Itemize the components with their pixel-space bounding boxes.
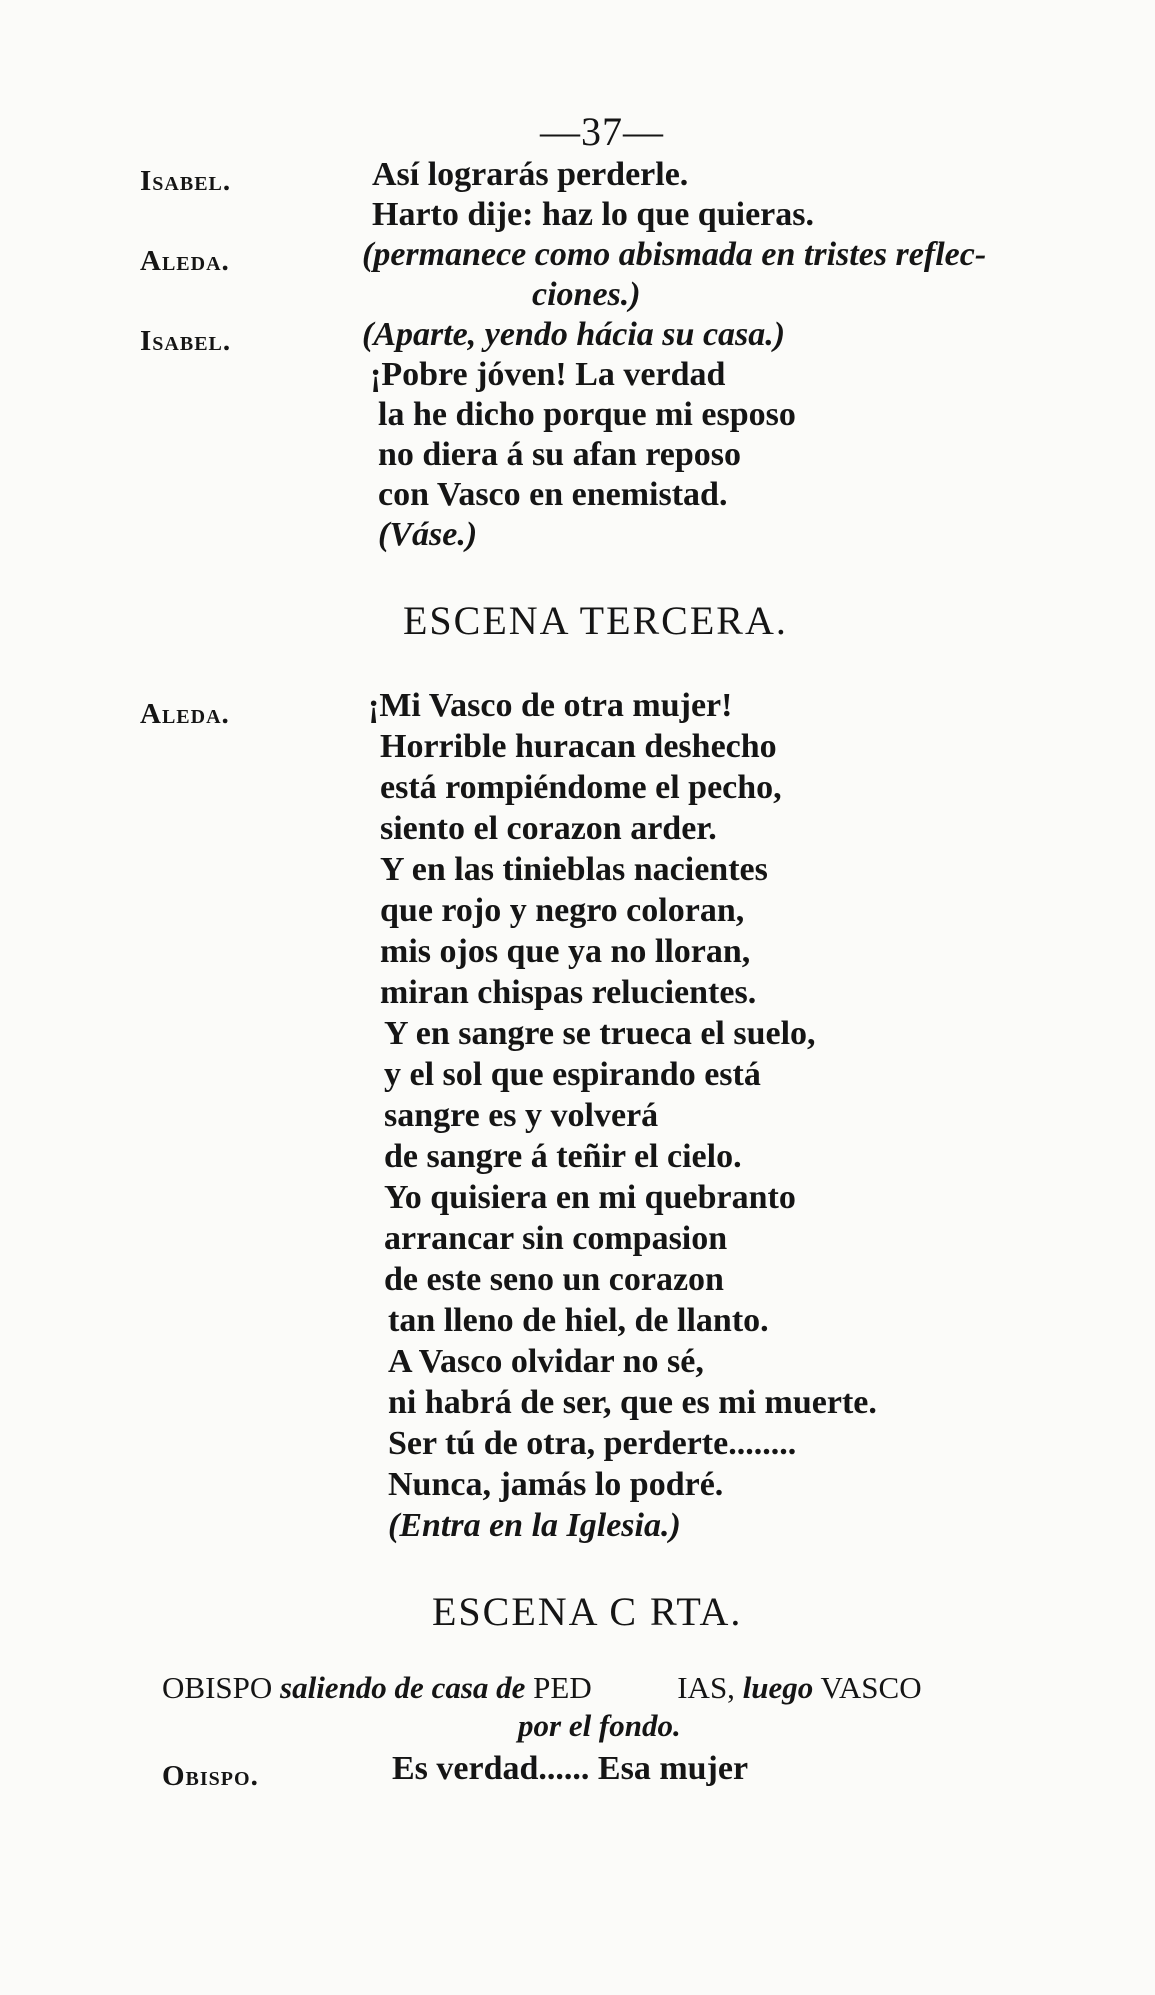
stage-note: (Aparte, yendo hácia su casa.)	[362, 316, 786, 353]
verse-line: ni habrá de ser, que es mi muerte.	[388, 1384, 877, 1421]
speaker-isabel: Isabel.	[140, 325, 232, 357]
verse-line: Nunca, jamás lo podré.	[388, 1466, 724, 1503]
scene-heading: ESCENA TERCERA.	[403, 598, 788, 643]
speaker-aleda: Aleda.	[140, 245, 230, 277]
stage-direction-line2	[518, 1708, 681, 1744]
verse-line: Ser tú de otra, perderte........	[388, 1425, 797, 1462]
verse-line: Harto dije: haz lo que quieras.	[372, 196, 814, 233]
verse-line: siento el corazon arder.	[380, 810, 717, 847]
verse-line: A Vasco olvidar no sé,	[388, 1343, 704, 1380]
stage-direction-part: VASCO	[820, 1670, 922, 1705]
verse-line: con Vasco en enemistad.	[378, 476, 728, 513]
verse-line: no diera á su afan reposo	[378, 436, 742, 473]
verse-line: ¡Mi Vasco de otra mujer!	[368, 687, 733, 724]
verse-line: Yo quisiera en mi quebranto	[384, 1179, 796, 1216]
verse-line: Y en sangre se trueca el suelo,	[384, 1015, 816, 1052]
stage-direction-part: saliendo de casa de	[280, 1670, 526, 1705]
stage-note: (Váse.)	[378, 516, 478, 553]
verse-line: y el sol que espirando está	[384, 1056, 761, 1093]
verse-line: arrancar sin compasion	[384, 1220, 728, 1257]
stage-note: (permanece como abismada en tristes reflec-	[362, 236, 987, 273]
scene-heading: ESCENA C RTA.	[432, 1589, 743, 1634]
verse-line: Es verdad...... Esa mujer	[392, 1750, 749, 1787]
verse-line: mis ojos que ya no lloran,	[380, 933, 751, 970]
verse-line: está rompiéndome el pecho,	[380, 769, 782, 806]
verse-line: que rojo y negro coloran,	[380, 892, 745, 929]
stage-direction	[162, 1670, 922, 1706]
speaker-isabel: Isabel.	[140, 165, 232, 197]
stage-direction-part: por el fondo.	[518, 1708, 681, 1743]
verse-line: de sangre á teñir el cielo.	[384, 1138, 742, 1175]
stage-direction-part: PED	[533, 1670, 592, 1705]
verse-line: la he dicho porque mi esposo	[378, 396, 796, 433]
stage-note: (Entra en la Iglesia.)	[388, 1507, 681, 1544]
verse-line: tan lleno de hiel, de llanto.	[388, 1302, 769, 1339]
verse-line: miran chispas relucientes.	[380, 974, 757, 1011]
verse-line: sangre es y volverá	[384, 1097, 659, 1134]
stage-direction-part: luego	[742, 1670, 814, 1705]
speaker-aleda: Aleda.	[140, 698, 230, 730]
stage-note: ciones.)	[532, 276, 641, 313]
stage-direction-part: OBISPO	[162, 1670, 273, 1705]
stage-direction-part: IAS,	[677, 1670, 735, 1705]
verse-line: de este seno un corazon	[384, 1261, 724, 1298]
verse-line: Así lograrás perderle.	[372, 156, 689, 193]
verse-line: ¡Pobre jóven! La verdad	[370, 356, 726, 393]
verse-line: Horrible huracan deshecho	[380, 728, 777, 765]
page-number: —37—	[540, 109, 664, 154]
speaker-obispo: Obispo.	[162, 1760, 259, 1792]
verse-line: Y en las tinieblas nacientes	[380, 851, 768, 888]
